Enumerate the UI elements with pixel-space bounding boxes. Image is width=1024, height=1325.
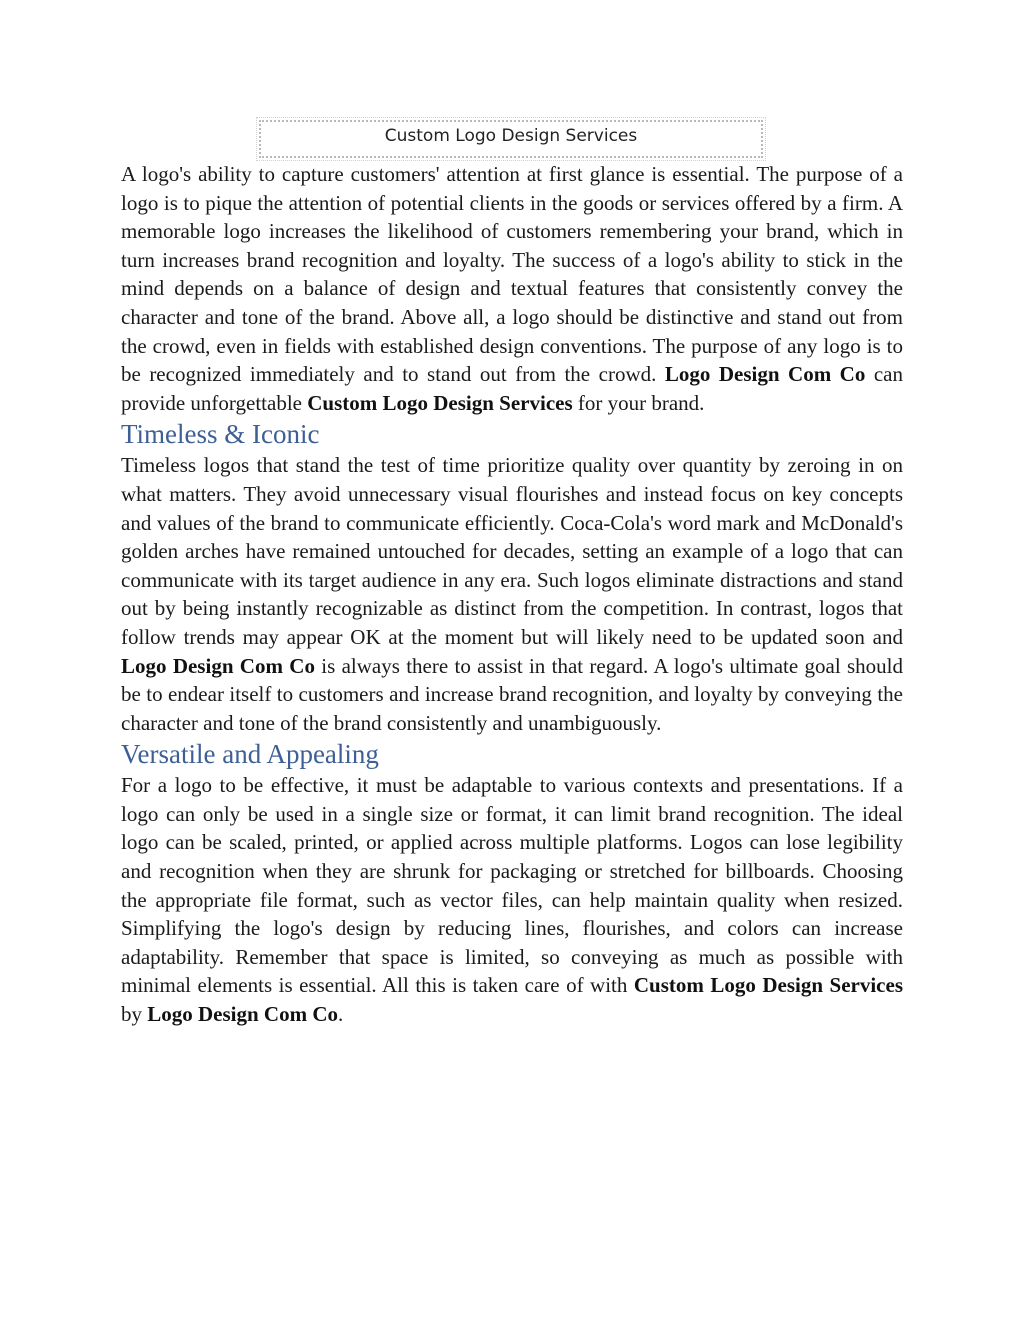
intro-paragraph — [121, 160, 903, 417]
document-body — [121, 160, 903, 1029]
versatile-text-1: For a logo to be effective, it must be adaptable to various contexts and presentations. If a logo can only be used in a single size or format, it can limit brand recognition. The ideal logo can be scaled, printed, or applied across multiple platforms. Logos can lose legibility and recognition when they are shrunk for packaging or stretched for billboards. Choosing the appropriate file format, such as vector files, can help maintain quality when resized. Simplifying the logo's design by reducing lines, flourishes, and colors can increase adaptability. Remember that space is limited, so conveying as much as possible with minimal elements is essential. All this is taken care of with — [121, 773, 903, 998]
timeless-paragraph — [121, 451, 903, 737]
intro-brand-name: Logo Design Com Co — [664, 362, 866, 387]
versatile-text-3: . — [338, 1002, 344, 1027]
timeless-brand-name: Logo Design Com Co — [121, 653, 315, 678]
intro-service-name: Custom Logo Design Services — [307, 390, 573, 415]
header-title: Custom Logo Design Services — [384, 126, 638, 146]
versatile-service-name: Custom Logo Design Services — [633, 973, 903, 998]
versatile-brand-name: Logo Design Com Co — [147, 1002, 339, 1027]
intro-text-3: for your brand. — [572, 390, 705, 415]
document-header — [259, 120, 763, 158]
section-heading-versatile: Versatile and Appealing — [121, 739, 379, 770]
intro-text-1: A logo's ability to capture customers' attention at first glance is essential. The purpose of a logo is to pique the attention of potential clients in the goods or services offered by a firm. A memorable logo increases the likelihood of customers remembering your brand, which in turn increases brand recognition and loyalty. The success of a logo's ability to stick in the mind depends on a balance of design and textual features that consistently convey the character and tone of the brand. Above all, a logo should be distinctive and stand out from the crowd, even in fields with established design conventions. The purpose of any logo is to be recognized immediately and to stand out from the crowd. — [121, 162, 903, 387]
timeless-text-2: is always there to assist in that regard. A logo's ultimate goal should be to endear itself to customers and increase brand recognition, and loyalty by conveying the character and tone of the brand consistently and unambiguously. — [121, 653, 903, 735]
versatile-text-2: by — [121, 1002, 148, 1027]
intro-text-2: can provide unforgettable — [121, 362, 903, 415]
versatile-paragraph — [121, 771, 903, 1028]
section-heading-timeless: Timeless & Iconic — [121, 419, 320, 450]
timeless-text-1: Timeless logos that stand the test of time prioritize quality over quantity by zeroing in on what matters. They avoid unnecessary visual flourishes and instead focus on key concepts and values of the brand to communicate efficiently. Coca-Cola's word mark and McDonald's golden arches have remained untouched for decades, setting an example of a logo that can communicate with its target audience in any era. Such logos eliminate distractions and stand out by being instantly recognizable as distinct from the competition. In contrast, logos that follow trends may appear OK at the moment but will likely need to be updated soon and — [121, 453, 903, 649]
